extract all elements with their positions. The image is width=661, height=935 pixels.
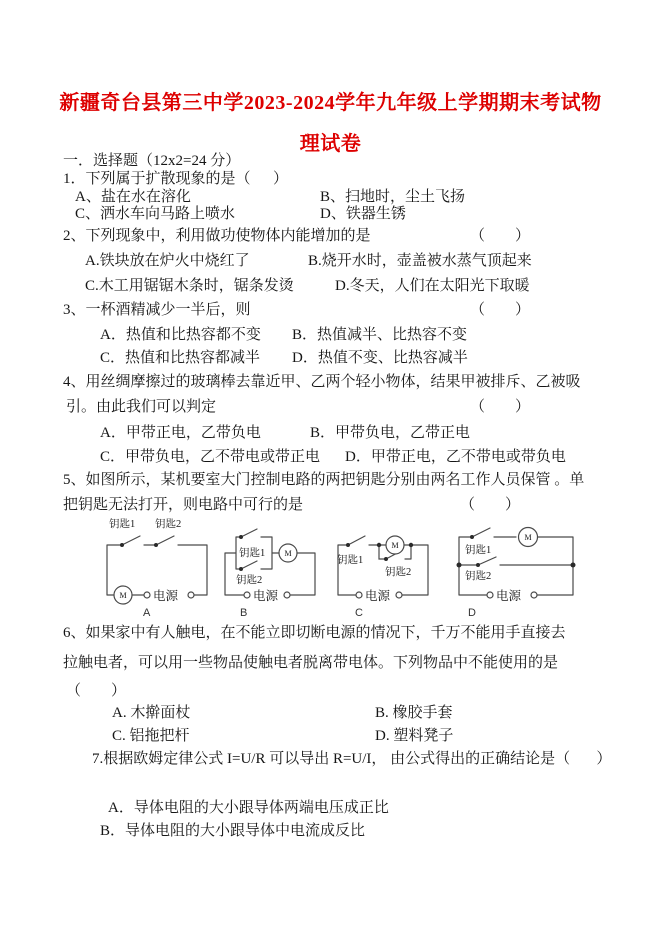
svg-text:M: M	[119, 591, 127, 600]
circuit-a-motor-icon	[114, 586, 132, 604]
question-4-stem-line1: 4、用丝绸摩擦过的玻璃棒去靠近甲、乙两个轻小物体，结果甲被排斥、乙被吸	[63, 374, 581, 390]
circuit-c-letter: C	[355, 607, 363, 619]
svg-text:电源: 电源	[253, 589, 279, 603]
question-2-option-b: B.烧开水时，壶盖被水蒸气顶起来	[308, 253, 532, 269]
question-3-option-d: D．热值不变、比热容减半	[292, 350, 468, 366]
question-5-stem-line2: 把钥匙无法打开，则电路中可行的是	[63, 497, 304, 513]
question-2-answer-paren: （ ）	[470, 228, 531, 244]
question-3-stem: 3、一杯酒精减少一半后，则	[63, 302, 251, 318]
question-7-option-a: A．导体电阻的大小跟导体两端电压成正比	[108, 800, 389, 816]
circuit-a-key1-label: 钥匙1	[109, 519, 136, 530]
circuit-d-key1-label: 钥匙1	[465, 545, 492, 556]
question-5-answer-paren: （ ）	[460, 497, 521, 513]
question-1-option-a: A、盐在水在溶化	[75, 189, 191, 205]
svg-text:电源: 电源	[365, 589, 391, 603]
circuit-c-motor-icon	[386, 536, 404, 554]
question-6-stem-line2: 拉触电者，可以用一些物品使触电者脱离带电体。下列物品中不能使用的是	[63, 655, 559, 671]
circuit-diagram-d	[452, 515, 582, 619]
circuit-d-motor-icon	[519, 528, 538, 547]
question-4-option-a: A．甲带正电，乙带负电	[100, 425, 261, 441]
question-4-option-b: B．甲带负电，乙带正电	[310, 425, 471, 441]
question-5-stem-line1: 5、如图所示，某机要室大门控制电路的两把钥匙分别由两名工作人员保管 。单	[63, 472, 585, 488]
circuit-b-key1-label: 钥匙1	[239, 548, 266, 559]
svg-text:M: M	[524, 533, 532, 542]
question-6-stem-line1: 6、如果家中有人触电，在不能立即切断电源的情况下，千万不能用手直接去	[63, 625, 566, 641]
question-2-option-c: C.木工用锯锯木条时，锯条发烫	[85, 278, 294, 294]
circuit-diagram-b	[220, 515, 320, 619]
question-3-option-b: B．热值减半、比热容不变	[292, 327, 468, 343]
question-7-option-b: B．导体电阻的大小跟导体中电流成反比	[100, 823, 366, 839]
question-1-option-c: C、洒水车向马路上喷水	[75, 206, 236, 222]
question-1-option-d: D、铁器生锈	[320, 206, 406, 222]
circuit-b-power-source	[244, 588, 290, 603]
question-6-option-b: B. 橡胶手套	[375, 705, 453, 721]
circuit-b-motor-icon	[279, 544, 297, 562]
question-3-option-a: A．热值和比热容都不变	[100, 327, 261, 343]
svg-text:电源: 电源	[496, 589, 522, 603]
svg-text:电源: 电源	[153, 589, 179, 603]
question-6-option-a: A. 木擀面杖	[112, 705, 191, 721]
circuit-b-key2-label: 钥匙2	[236, 575, 263, 586]
section-1-heading: 一．选择题（12x2=24 分）	[63, 153, 241, 169]
question-6-option-d: D. 塑料凳子	[375, 728, 454, 744]
circuit-c-power-source	[356, 588, 402, 603]
question-2-stem: 2、下列现象中，利用做功使物体内能增加的是	[63, 228, 371, 244]
question-4-stem-line2: 引。由此我们可以判定	[66, 399, 217, 415]
circuit-d-key2-label: 钥匙2	[465, 571, 492, 582]
question-6-option-c: C. 铝拖把杆	[112, 728, 190, 744]
circuit-a-power-source	[144, 588, 194, 603]
circuit-c-key2-label: 钥匙2	[385, 567, 412, 578]
question-4-option-c: C．甲带负电，乙不带电或带正电	[100, 449, 321, 465]
question-7-stem: 7.根据欧姆定律公式 I=U/R 可以导出 R=U/I， 由公式得出的正确结论是（ ）	[92, 751, 612, 767]
circuit-c-key1-label: 钥匙1	[337, 555, 364, 566]
circuit-b-svg	[220, 515, 320, 605]
question-4-answer-paren: （ ）	[470, 399, 531, 415]
circuit-b-letter: B	[240, 607, 248, 619]
question-4-option-d: D．甲带正电，乙不带电或带负电	[345, 449, 566, 465]
circuit-a-letter: A	[143, 607, 151, 619]
circuit-diagram-c	[333, 515, 433, 619]
question-2-option-a: A.铁块放在炉火中烧红了	[85, 253, 250, 269]
circuit-c-svg	[333, 515, 433, 605]
question-3-answer-paren: （ ）	[470, 302, 531, 318]
circuit-a-key2-label: 钥匙2	[155, 519, 182, 530]
circuit-a-svg	[101, 515, 213, 605]
circuit-d-power-source	[487, 588, 537, 603]
svg-text:M: M	[391, 541, 399, 550]
svg-text:M: M	[284, 549, 292, 558]
circuit-d-letter: D	[468, 607, 476, 619]
question-2-option-d: D.冬天，人们在太阳光下取暖	[335, 278, 530, 294]
question-3-option-c: C．热值和比热容都减半	[100, 350, 261, 366]
circuit-d-wires	[457, 528, 576, 595]
question-1-stem: 1．下列属于扩散现象的是（ ）	[63, 171, 289, 187]
circuit-d-svg	[452, 515, 582, 605]
question-1-option-b: B、扫地时，尘土飞扬	[320, 189, 466, 205]
question-6-answer-paren: （ ）	[66, 683, 127, 699]
circuit-diagram-a	[101, 515, 213, 619]
page-title-line1: 新疆奇台县第三中学2023-2024学年九年级上学期期末考试物	[59, 92, 602, 114]
page-title-line2: 理试卷	[299, 133, 362, 155]
